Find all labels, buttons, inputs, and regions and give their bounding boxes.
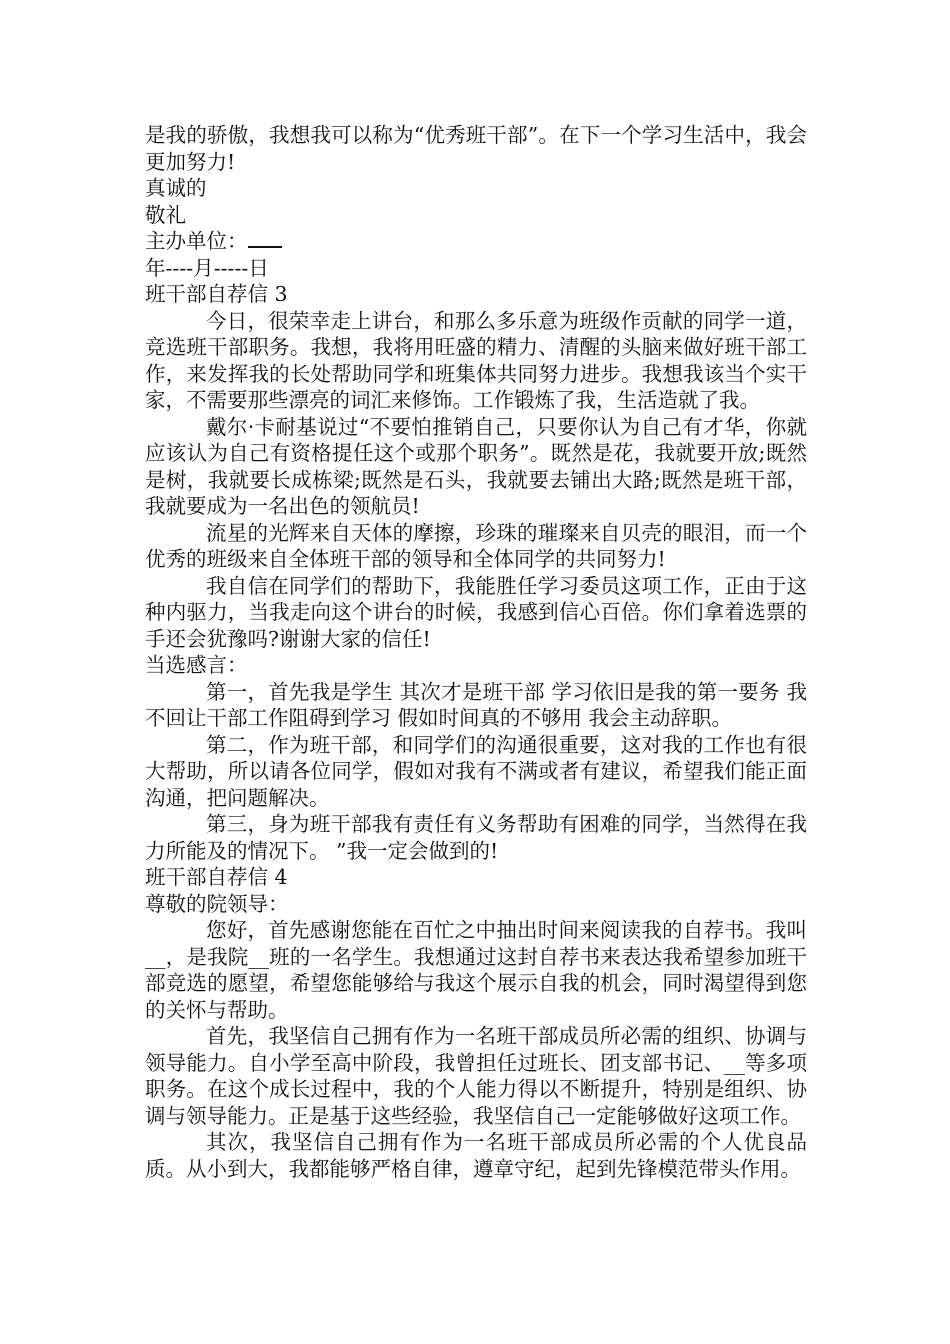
paragraph-4-3: 其次，我坚信自己拥有作为一名班干部成员所必需的个人优良品质。从小到大，我都能够严格自律，遵章守纪，起到先锋模范带头作用。 xyxy=(145,1130,807,1181)
paragraph-3-7: 第三，身为班干部我有责任有义务帮助有困难的同学，当然得在我力所能及的情况下。 ”我一定会做到的! xyxy=(145,812,807,863)
organizer-blank xyxy=(248,228,282,248)
paragraph-3-2: 戴尔·卡耐基说过“不要怕推销自己，只要你认为自己有才华，你就应该认为自己有资格提任这个或那个职务”。既然是花，我就要开放;既然是树，我就要长成栋梁;既然是石头，我就要去铺出大路;既然是班干部，我就要成为一名出色的领航员! xyxy=(145,414,807,518)
paragraph-3-5: 第一，首先我是学生 其次才是班干部 学习依旧是我的第一要务 我不回让干部工作阻碍到学习 假如时间真的不够用 我会主动辞职。 xyxy=(145,679,807,730)
section-heading-3: 班干部自荐信 3 xyxy=(145,282,288,306)
paragraph-4-1: 您好，首先感谢您能在百忙之中抽出时间来阅读我的自荐书。我叫__，是我院__班的一名学生。我想通过这封自荐书来表达我希望参加班干部竞选的愿望，希望您能够给与我这个展示自我的机会，同时渴望得到您的关怀与帮助。 xyxy=(145,918,807,1022)
paragraph-3-6: 第二，作为班干部，和同学们的沟通很重要，这对我的工作也有很大帮助，所以请各位同学，假如对我有不满或者有建议，希望我们能正面沟通，把问题解决。 xyxy=(145,732,807,810)
organizer-line xyxy=(145,228,807,255)
acceptance-label: 当选感言： xyxy=(145,653,248,677)
organizer-label: 主办单位： xyxy=(145,229,248,253)
paragraph-3-3: 流星的光辉来自天体的摩擦，珍珠的璀璨来自贝壳的眼泪，而一个优秀的班级来自全体班干部的领导和全体同学的共同努力! xyxy=(145,520,807,571)
paragraph-3-4: 我自信在同学们的帮助下，我能胜任学习委员这项工作，正由于这种内驱力，当我走向这个讲台的时候，我感到信心百倍。你们拿着选票的手还会犹豫吗?谢谢大家的信任! xyxy=(145,573,807,651)
closing-regards: 敬礼 xyxy=(145,202,186,227)
document-page xyxy=(145,122,807,1182)
section-heading-4: 班干部自荐信 4 xyxy=(145,865,288,889)
paragraph-3-1: 今日，很荣幸走上讲台，和那么多乐意为班级作贡献的同学一道，竞选班干部职务。我想，我将用旺盛的精力、清醒的头脑来做好班干部工作，来发挥我的长处帮助同学和班集体共同努力进步。我想我该当个实干家，不需要那些漂亮的词汇来修饰。工作锻炼了我，生活造就了我。 xyxy=(145,308,807,412)
date-line: 年----月-----日 xyxy=(145,255,269,280)
salutation-4: 尊敬的院领导： xyxy=(145,891,289,916)
paragraph-continuation: 是我的骄傲，我想我可以称为“优秀班干部”。在下一个学习生活中，我会更加努力! xyxy=(145,123,807,174)
closing-sincerely: 真诚的 xyxy=(145,176,207,200)
paragraph-4-2: 首先，我坚信自己拥有作为一名班干部成员所必需的组织、协调与领导能力。自小学至高中阶段，我曾担任过班长、团支部书记、__等多项职务。在这个成长过程中，我的个人能力得以不断提升，特别是组织、协调与领导能力。正是基于这些经验，我坚信自己一定能够做好这项工作。 xyxy=(145,1024,807,1128)
